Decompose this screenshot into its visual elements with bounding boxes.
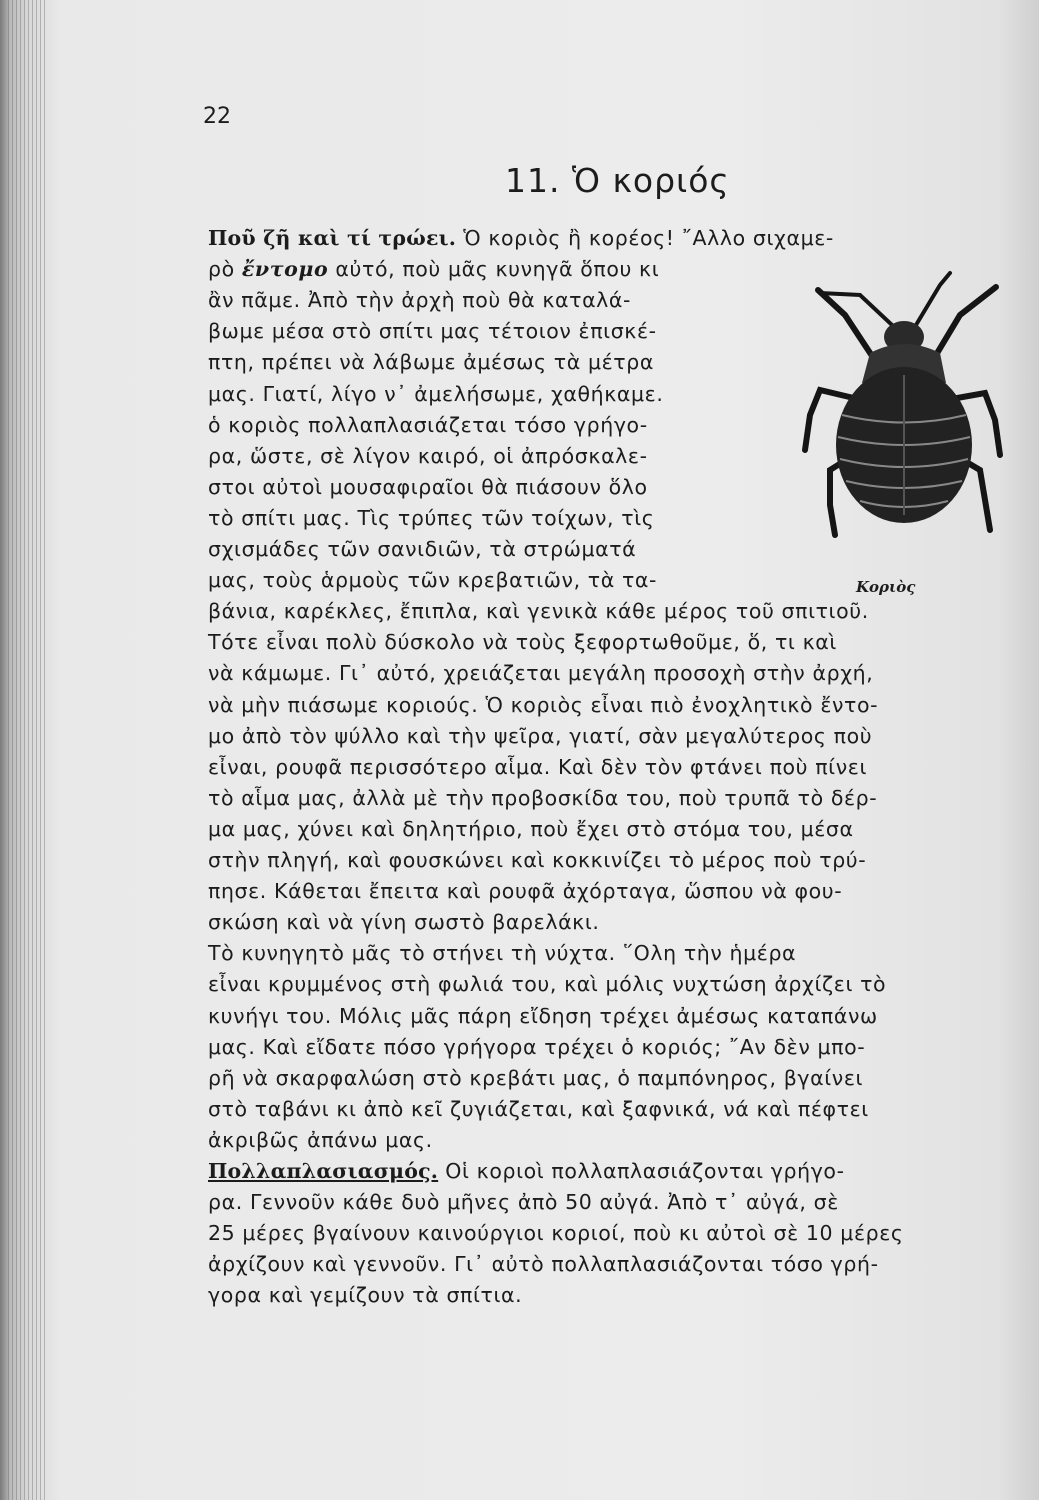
text-segment: ρα, ὥστε, σὲ λίγον καιρό, οἱ ἀπρόσκαλε- <box>208 443 648 468</box>
text-segment: μας, τοὺς ἁρμοὺς τῶν κρεβατιῶν, τὰ τα- <box>208 568 658 593</box>
text-segment: Τὸ κυνηγητὸ μᾶς τὸ στήνει τὴ νύχτα. ῞Ολη τὴν ἡμέρα <box>208 941 797 966</box>
text-segment: ἂν πᾶμε. Ἀπὸ τὴν ἀρχὴ ποὺ θὰ καταλά- <box>208 288 632 313</box>
chapter-title: 11. Ὁ κοριός <box>505 161 730 200</box>
text-line <box>208 381 663 407</box>
text-line <box>208 754 867 780</box>
text-segment: στὴν πληγή, καὶ φουσκώνει καὶ κοκκινίζει τὸ μέρος ποὺ τρύ- <box>208 848 867 872</box>
text-segment: αὐτό, ποὺ μᾶς κυνηγᾶ ὅπου κι <box>328 257 660 282</box>
text-segment: σκώση καὶ νὰ γίνη σωστὸ βαρελάκι. <box>208 910 600 935</box>
text-line <box>208 878 842 904</box>
text-line <box>208 287 631 313</box>
emphasized-text: Ποῦ ζῆ καὶ τί τρώει. <box>208 226 457 250</box>
text-line <box>208 1251 879 1277</box>
text-line <box>208 474 648 500</box>
text-line <box>208 318 657 344</box>
bedbug-illustration <box>800 265 1005 560</box>
text-line <box>208 412 648 438</box>
text-line <box>208 567 657 593</box>
text-line <box>208 1282 522 1308</box>
text-line <box>208 785 877 811</box>
text-line <box>208 1065 863 1091</box>
text-line <box>208 971 886 997</box>
text-segment: ἀκριβῶς ἀπάνω μας. <box>208 1127 433 1152</box>
text-line <box>208 1158 845 1184</box>
text-segment: Ὁ κοριὸς ἢ κορέος! ῎Αλλο σιχαμε- <box>456 226 834 250</box>
text-line <box>208 349 654 375</box>
text-segment: βάνια, καρέκλες, ἔπιπλα, καὶ γενικὰ κάθε μέρος τοῦ σπιτιοῦ. <box>208 599 869 624</box>
text-segment: πτη, πρέπει νὰ λάβωμε ἀμέσως τὰ μέτρα <box>208 350 654 375</box>
text-line <box>208 1189 839 1215</box>
text-segment: ρα. Γεννοῦν κάθε δυὸ μῆνες ἀπὸ 50 αὐγά. Ἀπὸ τ᾿ αὐγά, σὲ <box>208 1190 839 1215</box>
text-line <box>208 225 834 251</box>
text-segment: μας. Καὶ εἴδατε πόσο γρήγορα τρέχει ὁ κοριός; ῎Αν δὲν μπο- <box>208 1034 866 1059</box>
text-line <box>208 816 854 842</box>
text-line <box>208 598 869 624</box>
illustration-caption: Κοριὸς <box>856 578 916 596</box>
text-line <box>208 536 636 562</box>
text-segment: Τότε εἶναι πολὺ δύσκολο νὰ τοὺς ξεφορτωθοῦμε, ὅ, τι καὶ <box>208 630 837 655</box>
text-segment: σχισμάδες τῶν σανιδιῶν, τὰ στρώματά <box>208 537 637 561</box>
text-segment: ὁ κοριὸς πολλαπλασιάζεται τόσο γρήγο- <box>208 412 648 437</box>
text-segment: εἶναι κρυμμένος στὴ φωλιά του, καὶ μόλις νυχτώση ἀρχίζει τὸ <box>208 972 887 997</box>
text-segment: εἶναι, ρουφᾶ περισσότερο αἷμα. Καὶ δὲν τὸν φτάνει ποὺ πίνει <box>208 754 867 779</box>
text-segment: ρῆ νὰ σκαρφαλώση στὸ κρεβάτι μας, ὁ παμπόνηρος, βγαίνει <box>208 1065 864 1090</box>
text-segment: Οἱ κοριοὶ πολλαπλασιάζονται γρήγο- <box>438 1159 845 1183</box>
text-line <box>208 629 837 655</box>
page-number: 22 <box>203 104 231 129</box>
text-line <box>208 505 654 531</box>
text-line <box>208 1127 433 1153</box>
text-segment: γορα καὶ γεμίζουν τὰ σπίτια. <box>208 1283 523 1308</box>
text-segment: στοι αὐτοὶ μουσαφιραῖοι θὰ πιάσουν ὅλο <box>208 474 648 499</box>
text-line <box>208 909 600 935</box>
text-line <box>208 723 872 749</box>
text-line <box>208 1003 878 1029</box>
emphasized-text: Πολλαπλασιασμός. <box>208 1159 439 1183</box>
text-line <box>208 940 796 966</box>
text-line <box>208 443 648 469</box>
text-segment: ἀρχίζουν καὶ γεννοῦν. Γι᾿ αὐτὸ πολλαπλασιάζονται τόσο γρή- <box>208 1252 879 1277</box>
text-segment: κυνήγι του. Μόλις μᾶς πάρη εἴδηση τρέχει ἀμέσως καταπάνω <box>208 1003 878 1028</box>
page-binding-edge <box>8 0 48 1500</box>
text-segment: μας. Γιατί, λίγο ν᾿ ἀμελήσωμε, χαθήκαμε. <box>208 381 664 406</box>
text-segment: μα μας, χύνει καὶ δηλητήριο, ποὺ ἔχει στὸ στόμα του, μέσα <box>208 816 854 841</box>
text-segment: νὰ μὴν πιάσωμε κοριούς. Ὁ κοριὸς εἶναι πιὸ ἐνοχλητικὸ ἔντο- <box>208 692 879 717</box>
text-line <box>208 1034 865 1060</box>
text-segment: πησε. Κάθεται ἔπειτα καὶ ρουφᾶ ἀχόρταγα, ὥσπου νὰ φου- <box>208 879 843 904</box>
text-line <box>208 660 873 686</box>
text-segment: τὸ σπίτι μας. Τὶς τρύπες τῶν τοίχων, τὶς <box>208 505 655 530</box>
text-segment: βωμε μέσα στὸ σπίτι μας τέτοιον ἐπισκέ- <box>208 319 657 344</box>
text-line <box>208 256 659 282</box>
text-line <box>208 1220 904 1246</box>
text-line <box>208 1096 869 1122</box>
text-line <box>208 692 878 718</box>
text-segment: στὸ ταβάνι κι ἀπὸ κεῖ ζυγιάζεται, καὶ ξαφνικά, νά καὶ πέφτει <box>208 1096 869 1121</box>
text-segment: 25 μέρες βγαίνουν καινούργιοι κοριοί, ποὺ κι αὐτοὶ σὲ 10 μέρες <box>208 1221 904 1246</box>
text-segment: ρὸ <box>208 257 242 282</box>
text-segment: νὰ κάμωμε. Γι᾿ αὐτό, χρειάζεται μεγάλη προσοχὴ στὴν ἀρχή, <box>208 661 874 686</box>
text-segment: μο ἀπὸ τὸν ψύλλο καὶ τὴν ψεῖρα, γιατί, σὰν μεγαλύτερος ποὺ <box>208 723 873 748</box>
text-line <box>208 847 866 873</box>
text-segment: τὸ αἷμα μας, ἀλλὰ μὲ τὴν προβοσκίδα του, ποὺ τρυπᾶ τὸ δέρ- <box>208 785 878 810</box>
emphasized-text: ἔντομο <box>241 257 329 282</box>
